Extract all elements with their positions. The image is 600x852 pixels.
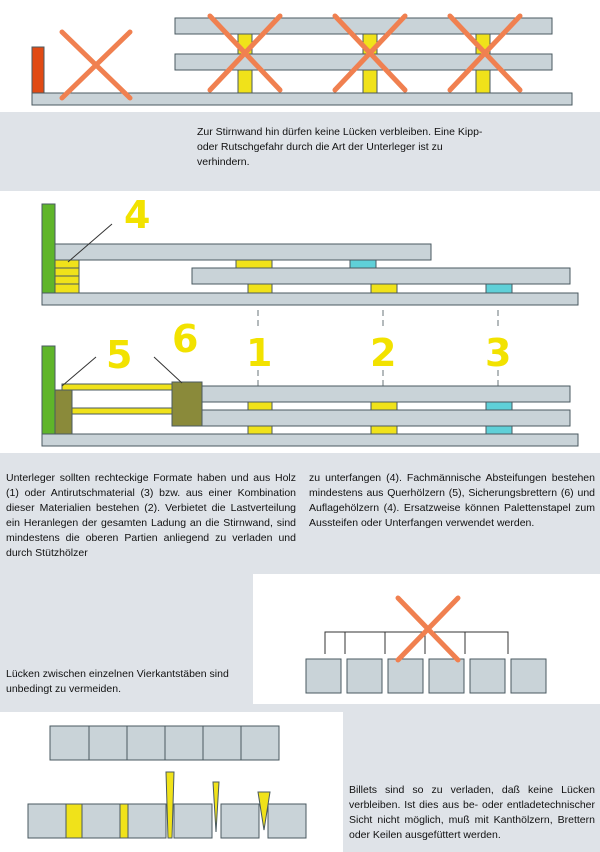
- truck-floor: [32, 93, 572, 105]
- front-wall-green: [42, 346, 55, 434]
- wood-filler: [66, 804, 82, 838]
- billet: [82, 804, 120, 838]
- square-bar: [388, 659, 423, 693]
- label-2: 2: [370, 331, 397, 375]
- antislip-support: [486, 426, 512, 434]
- label-5: 5: [106, 333, 133, 377]
- upper-long-bar: [55, 244, 431, 260]
- support: [363, 70, 377, 93]
- square-bar: [511, 659, 546, 693]
- billet: [221, 804, 259, 838]
- support: [238, 70, 252, 93]
- wedge: [213, 782, 219, 832]
- upper-long-bar: [192, 386, 570, 402]
- cross-mark: [398, 598, 458, 660]
- diagram-support-timbers: [42, 204, 578, 305]
- caption-billets: Billets sind so zu verladen, daß keine Lücken verbleiben. Ist dies aus be- oder entladetechnischer Sicht nicht möglich, muß mit Kanthölzern, Brettern oder Keilen ausgefüttert werden.: [349, 784, 595, 841]
- square-bar: [429, 659, 464, 693]
- securing-board: [172, 382, 202, 426]
- wood-support: [248, 284, 272, 293]
- board-filler: [120, 804, 128, 838]
- truck-floor: [42, 293, 578, 305]
- lower-long-bar: [192, 268, 570, 284]
- combo-support: [371, 426, 397, 434]
- combo-support: [371, 284, 397, 293]
- antislip-support: [486, 402, 512, 410]
- front-wall-green: [42, 204, 55, 293]
- caption-no-gaps-front-wall: Zur Stirnwand hin dürfen keine Lücken verbleiben. Eine Kipp- oder Rutschgefahr durch die Art der Unterleger ist zu verhindern.: [197, 126, 483, 168]
- antislip-support: [486, 284, 512, 293]
- square-bar: [347, 659, 382, 693]
- billet: [268, 804, 306, 838]
- square-bar: [306, 659, 341, 693]
- bearing-timber-stack: [55, 390, 72, 434]
- front-wall-red: [32, 47, 44, 93]
- diagram-billets: [28, 726, 306, 838]
- billet: [174, 804, 212, 838]
- pointer-line: [62, 357, 96, 386]
- label-3: 3: [485, 331, 512, 375]
- truck-floor: [42, 434, 578, 446]
- billet: [128, 804, 166, 838]
- support: [476, 70, 490, 93]
- antislip-spacer: [350, 260, 376, 268]
- square-bar: [470, 659, 505, 693]
- upper-long-bar: [175, 18, 552, 34]
- cross-mark: [62, 32, 130, 98]
- lower-long-bar: [192, 410, 570, 426]
- wedge: [166, 772, 174, 838]
- billet: [28, 804, 66, 838]
- label-1: 1: [246, 331, 273, 375]
- combo-support: [371, 402, 397, 410]
- label-6: 6: [172, 317, 199, 361]
- caption-square-bars: Lücken zwischen einzelnen Vierkantstäben sind unbedingt zu vermeiden.: [6, 668, 229, 695]
- diagram-square-bars: [306, 632, 546, 693]
- text-left-column: Unterleger sollten rechteckige Formate haben und aus Holz (1) oder Antirutschmaterial (3) bzw. aus einer Kombination dieser Materialien bestehen (2). Verbietet die Lastverteilung ein Heranlegen der gesamten Ladung an die Stirnwand, sind mindestens die oberen Partien anliegend zu verladen und durch Stützhölzer: [6, 472, 296, 559]
- label-4: 4: [124, 193, 151, 237]
- wood-support: [248, 402, 272, 410]
- wood-spacer: [236, 260, 272, 268]
- wood-support: [248, 426, 272, 434]
- text-right-column: zu unterfangen (4). Fachmännische Absteifungen bestehen mindestens aus Querhölzern (5), Sicherungsbrettern (6) und Auflagehölzern (4). Ersatzweise können Palettenstapel zum Aussteifen oder Unterfangen verwendet werden.: [309, 472, 595, 529]
